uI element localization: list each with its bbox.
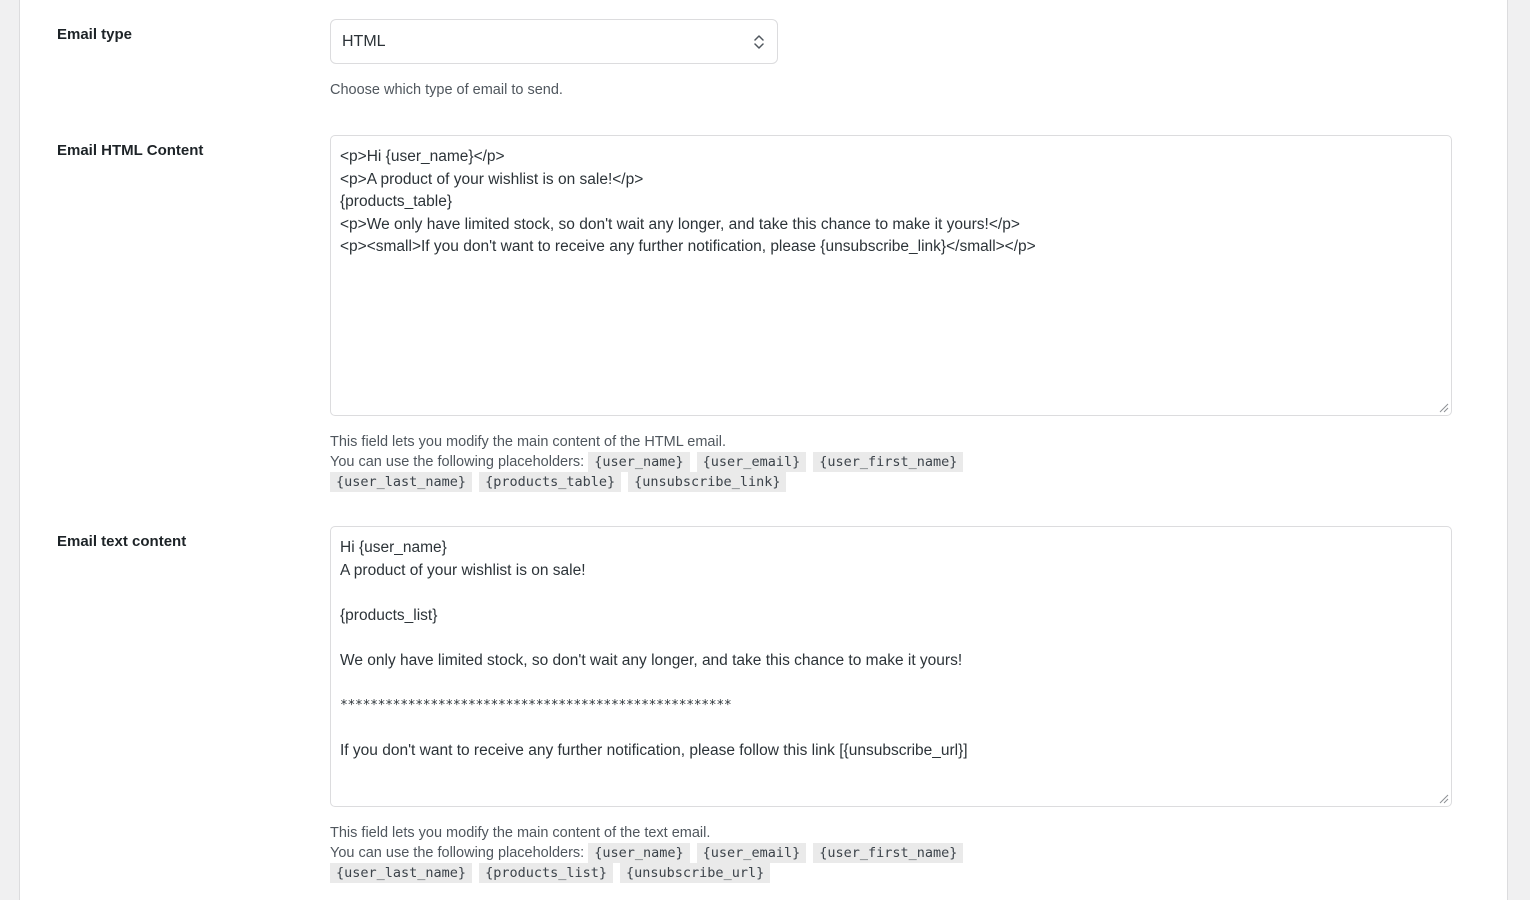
email-type-selected-value: HTML bbox=[342, 33, 386, 50]
textarea-line bbox=[340, 672, 1442, 695]
placeholders-row bbox=[330, 863, 966, 883]
resize-handle-icon[interactable] bbox=[1439, 403, 1449, 413]
email-text-content-textarea[interactable] bbox=[330, 526, 1452, 807]
textarea-line bbox=[340, 627, 1442, 650]
chevron-up-down-icon bbox=[752, 32, 766, 52]
placeholder-code: {user_last_name} bbox=[330, 863, 472, 883]
textarea-line: <p>A product of your wishlist is on sale!</p> bbox=[340, 170, 644, 188]
placeholder-code: {user_name} bbox=[588, 452, 689, 472]
placeholder-code: {user_first_name} bbox=[813, 843, 963, 863]
textarea-line: {products_list} bbox=[340, 606, 438, 624]
textarea-line: <p>We only have limited stock, so don't wait any longer, and take this chance to make it yours!</p> bbox=[340, 215, 1020, 233]
textarea-line: <p><small>If you don't want to receive any further notification, please {unsubscribe_link}</small></p> bbox=[340, 238, 1036, 255]
resize-handle-icon[interactable] bbox=[1439, 794, 1449, 804]
placeholders-row bbox=[330, 843, 966, 863]
email-html-content-textarea[interactable] bbox=[330, 135, 1452, 416]
textarea-line: We only have limited stock, so don't wait any longer, and take this chance to make it yours! bbox=[340, 651, 963, 669]
placeholder-code: {user_last_name} bbox=[330, 472, 472, 492]
text-content-help bbox=[330, 823, 966, 883]
placeholder-code: {user_name} bbox=[588, 843, 689, 863]
textarea-line: If you don't want to receive any further notification, please follow this link [{unsubscribe_url}] bbox=[340, 741, 968, 759]
placeholder-code: {user_email} bbox=[697, 452, 807, 472]
placeholder-code: {user_first_name} bbox=[813, 452, 963, 472]
placeholder-code: {products_table} bbox=[479, 472, 621, 492]
textarea-line bbox=[340, 717, 1442, 740]
email-type-select[interactable] bbox=[330, 19, 778, 64]
textarea-line: A product of your wishlist is on sale! bbox=[340, 561, 586, 579]
textarea-line: Hi {user_name} bbox=[340, 539, 447, 556]
help-text: You can use the following placeholders: bbox=[330, 845, 585, 861]
email-html-content-label: Email HTML Content bbox=[57, 142, 204, 159]
textarea-line: <p>Hi {user_name}</p> bbox=[340, 148, 505, 165]
html-content-help bbox=[330, 432, 966, 492]
placeholders-row bbox=[330, 472, 966, 492]
placeholder-code: {unsubscribe_url} bbox=[620, 863, 770, 883]
textarea-line: {products_table} bbox=[340, 193, 453, 210]
placeholder-code: {user_email} bbox=[697, 843, 807, 863]
help-text: This field lets you modify the main content of the text email. bbox=[330, 825, 711, 841]
placeholders-row bbox=[330, 452, 966, 472]
placeholder-code: {unsubscribe_link} bbox=[628, 472, 786, 492]
email-text-content-label: Email text content bbox=[57, 533, 187, 550]
email-type-description: Choose which type of email to send. bbox=[330, 82, 563, 98]
help-text: You can use the following placeholders: bbox=[330, 454, 585, 470]
help-text: This field lets you modify the main content of the HTML email. bbox=[330, 434, 726, 450]
email-type-label: Email type bbox=[57, 26, 133, 43]
textarea-line: **************************************************** bbox=[340, 697, 732, 713]
placeholder-code: {products_list} bbox=[479, 863, 613, 883]
settings-panel bbox=[19, 0, 1508, 900]
textarea-line bbox=[340, 582, 1442, 605]
